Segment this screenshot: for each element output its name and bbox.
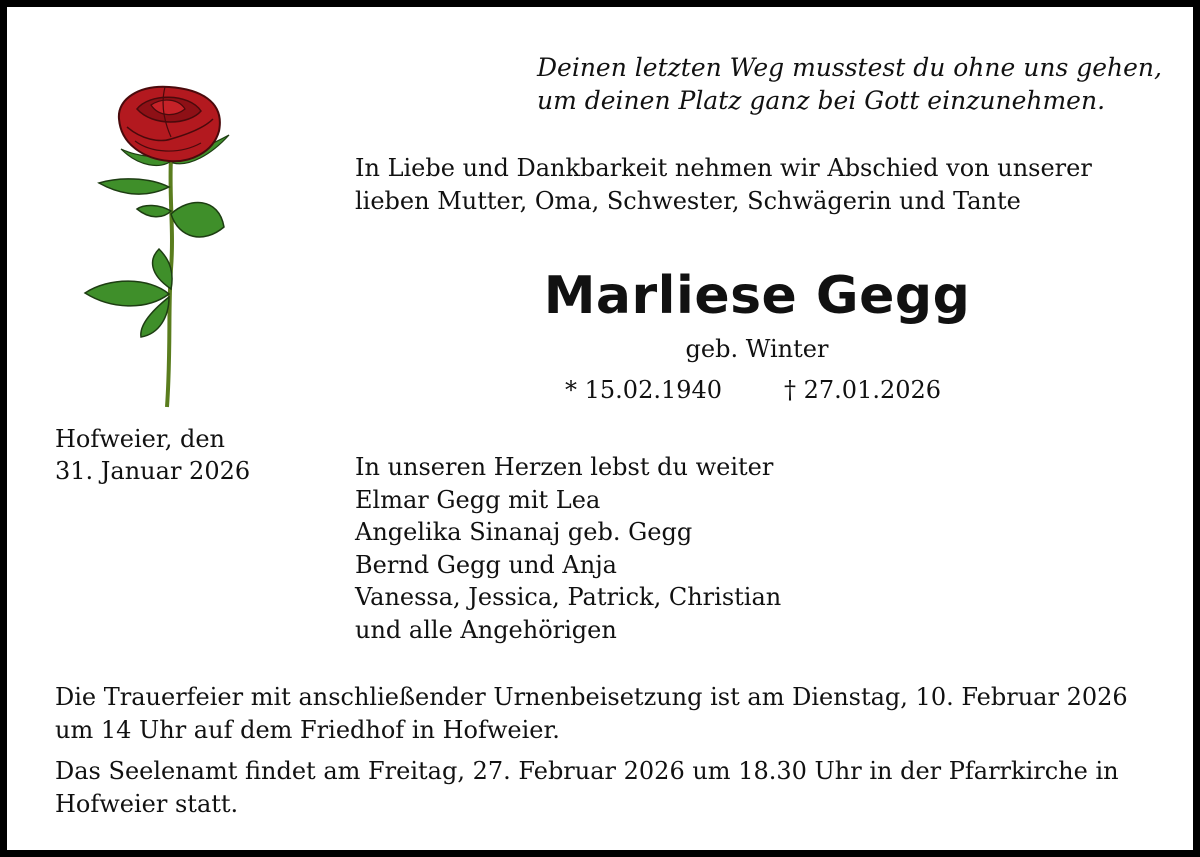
requiem-notice [55, 755, 1128, 821]
mourner-item: und alle Angehörigen [355, 615, 617, 644]
poem-line: um deinen Platz ganz bei Gott einzunehmen. [537, 86, 1106, 115]
funeral-line: Die Trauerfeier mit anschließender Urnenbeisetzung ist am Dienstag, 10. Februar 2026 [55, 683, 1128, 711]
requiem-line: Hofweier statt. [55, 790, 239, 818]
poem-line: Deinen letzten Weg musstest du ohne uns gehen, [537, 53, 1162, 82]
deceased-name: Marliese Gegg [543, 266, 971, 326]
funeral-line: um 14 Uhr auf dem Friedhof in Hofweier. [55, 716, 560, 744]
farewell-intro [355, 152, 1092, 218]
requiem-line: Das Seelenamt findet am Freitag, 27. Februar 2026 um 18.30 Uhr in der Pfarrkirche in [55, 757, 1119, 785]
intro-line: In Liebe und Dankbarkeit nehmen wir Abschied von unserer [355, 154, 1092, 182]
service-info [55, 681, 1128, 821]
mourner-item: Angelika Sinanaj geb. Gegg [355, 518, 693, 546]
place-line: Hofweier, den [55, 425, 226, 453]
mourner-item: Elmar Gegg mit Lea [355, 485, 601, 514]
poem-verse [537, 51, 1162, 117]
mourner-item: Vanessa, Jessica, Patrick, Christian [355, 583, 782, 611]
mourners-list [355, 451, 781, 646]
birth-date: * 15.02.1940 [565, 376, 723, 404]
date-line: 31. Januar 2026 [55, 457, 251, 485]
mourners-heading: In unseren Herzen lebst du weiter [355, 453, 774, 481]
mourner-item: Bernd Gegg und Anja [355, 550, 617, 579]
birth-name: geb. Winter [685, 335, 829, 363]
death-date: † 27.01.2026 [784, 376, 942, 404]
rose-icon [79, 79, 249, 414]
place-and-date [55, 423, 250, 487]
intro-line: lieben Mutter, Oma, Schwester, Schwägerin und Tante [355, 187, 1021, 215]
funeral-notice [55, 681, 1128, 747]
